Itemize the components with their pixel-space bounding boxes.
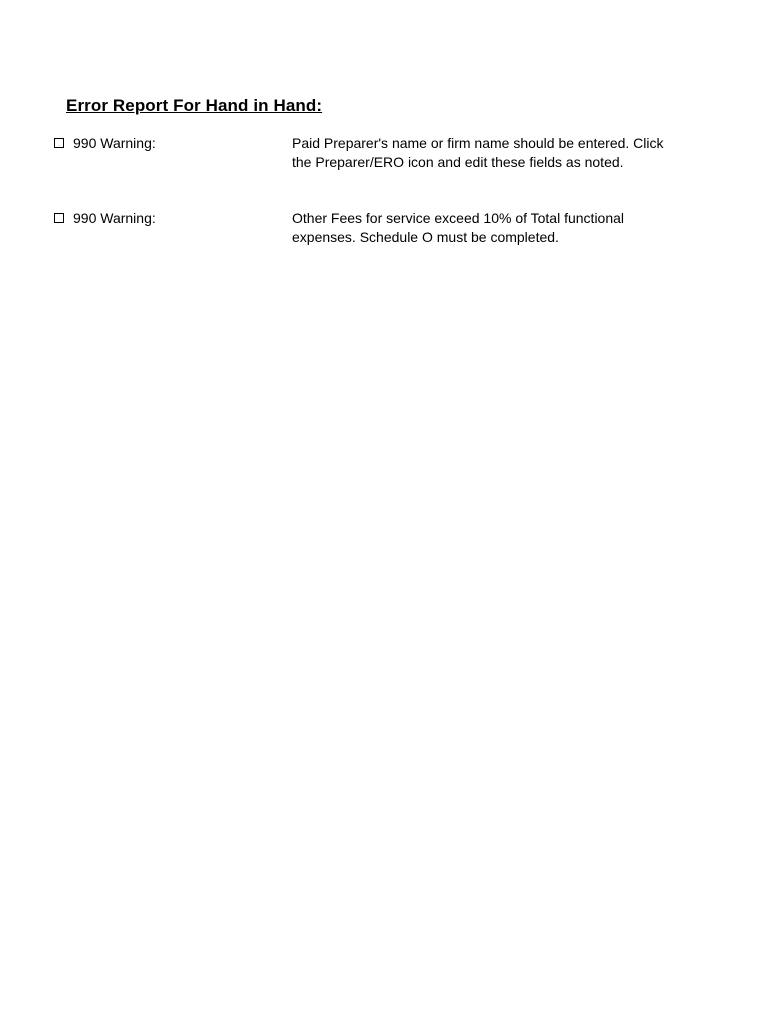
checkbox-icon[interactable]: [54, 138, 64, 148]
checkbox-icon[interactable]: [54, 213, 64, 223]
warning-message-line: expenses. Schedule O must be completed.: [292, 229, 559, 245]
warning-message-line: Other Fees for service exceed 10% of Total functional: [292, 210, 625, 226]
report-title: Error Report For Hand in Hand:: [66, 96, 323, 115]
warning-label: 990 Warning:: [73, 210, 156, 226]
warning-label: 990 Warning:: [73, 135, 156, 151]
warning-message: [292, 134, 732, 172]
warning-message-line: the Preparer/ERO icon and edit these fields as noted.: [292, 154, 624, 170]
warning-message-line: Paid Preparer's name or firm name should be entered. Click: [292, 135, 664, 151]
warning-message: [292, 209, 732, 247]
